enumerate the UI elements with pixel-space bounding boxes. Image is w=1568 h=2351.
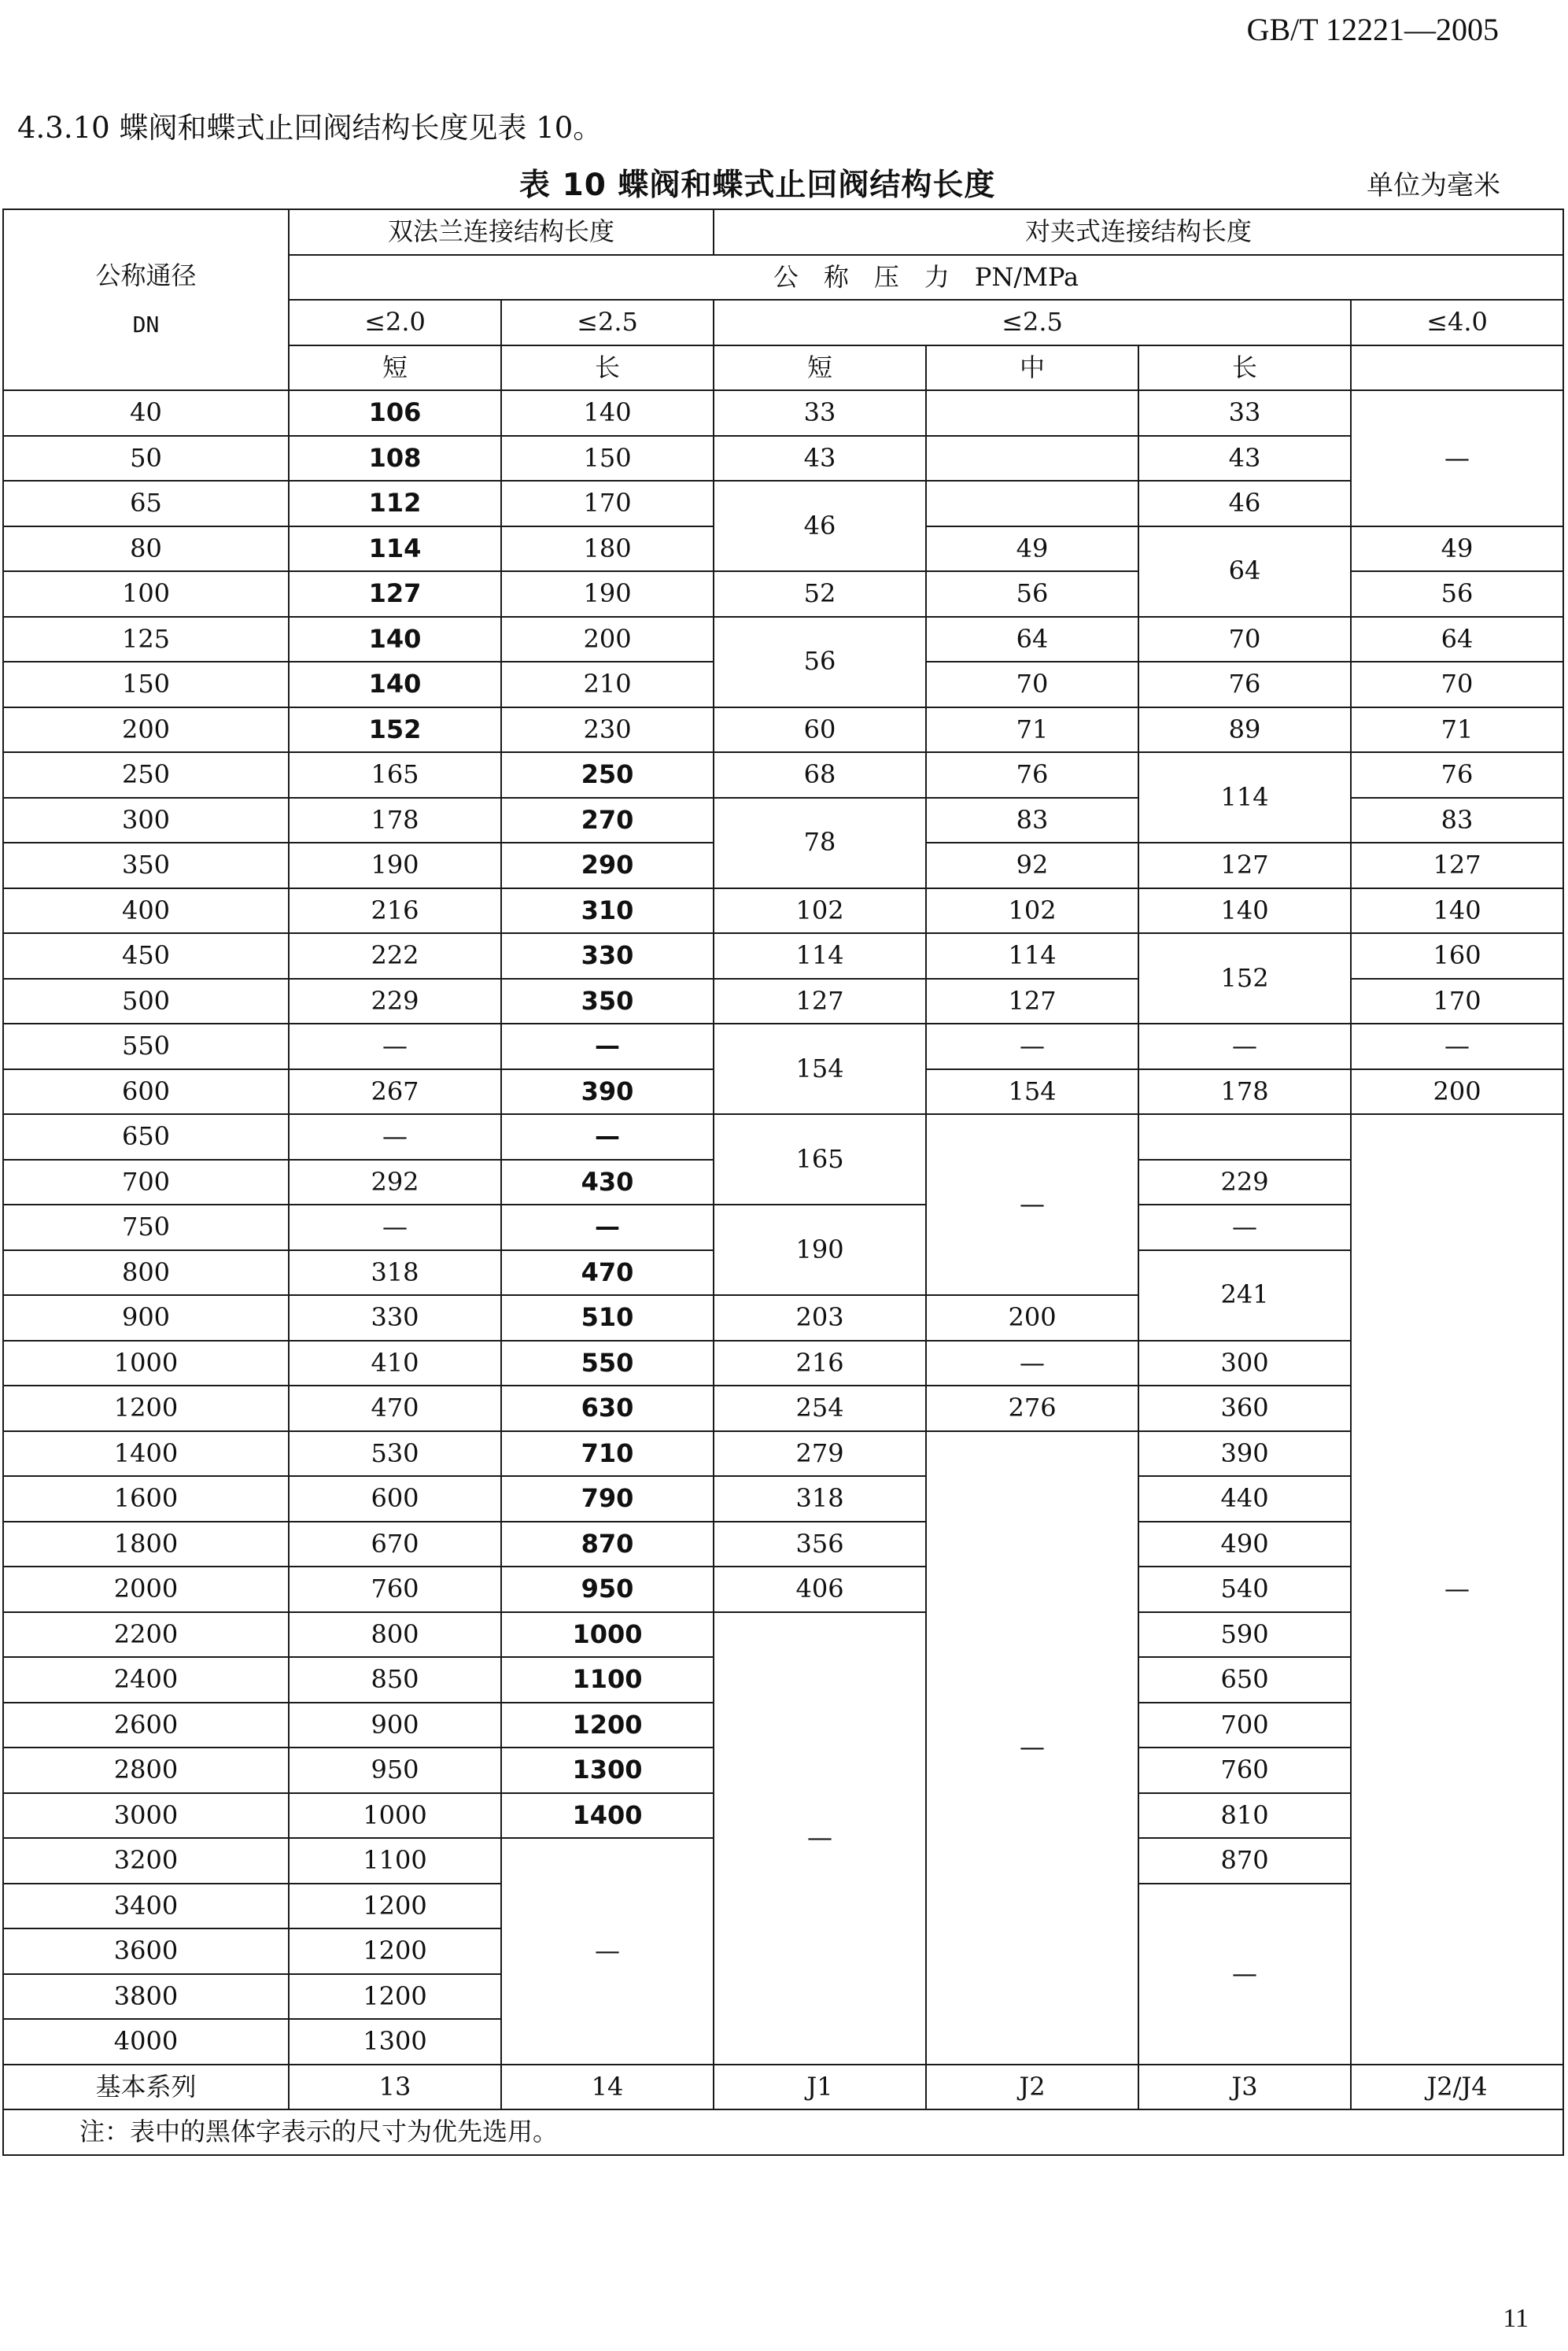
wafer-short-cell: 127 — [714, 979, 926, 1024]
dn-cell: 900 — [3, 1295, 289, 1341]
dn-header-code: DN — [132, 312, 160, 338]
series-cell: J3 — [1138, 2065, 1351, 2110]
wafer-short-cell: 52 — [714, 571, 926, 617]
wafer-mid-cell: 127 — [926, 979, 1138, 1024]
flange-long-cell: 270 — [501, 798, 714, 843]
dn-cell: 80 — [3, 526, 289, 572]
wafer-long-cell: 241 — [1138, 1250, 1351, 1341]
wafer-mid-cell: 83 — [926, 798, 1138, 843]
length-type-header: 中 — [926, 345, 1138, 391]
wafer-mid-cell: — — [926, 1341, 1138, 1386]
wafer-long-cell — [1138, 1114, 1351, 1160]
dn-cell: 200 — [3, 707, 289, 753]
wafer-long-cell: 76 — [1138, 662, 1351, 707]
wafer-mid-cell: 76 — [926, 752, 1138, 798]
wafer-long-cell: 64 — [1138, 526, 1351, 617]
dn-cell: 2800 — [3, 1748, 289, 1793]
flange-long-cell: 230 — [501, 707, 714, 753]
wafer-short-cell: 190 — [714, 1205, 926, 1295]
wafer-long-cell: 140 — [1138, 888, 1351, 934]
dn-cell: 400 — [3, 888, 289, 934]
table-row — [3, 1341, 1563, 1386]
flange-short-cell: 292 — [289, 1160, 501, 1205]
wafer-long-cell: 360 — [1138, 1386, 1351, 1431]
flange-short-cell: 850 — [289, 1657, 501, 1703]
flange-short-cell: 1300 — [289, 2019, 501, 2065]
flange-long-cell: 470 — [501, 1250, 714, 1296]
flange-long-cell: 180 — [501, 526, 714, 572]
flange-short-cell: 410 — [289, 1341, 501, 1386]
wafer-pn40-cell: 170 — [1351, 979, 1563, 1024]
wafer-mid-cell: 49 — [926, 526, 1138, 572]
flange-short-cell: 530 — [289, 1431, 501, 1477]
dn-cell: 3000 — [3, 1793, 289, 1839]
flange-short-cell: 152 — [289, 707, 501, 753]
table-row — [3, 2109, 1563, 2155]
dn-cell: 3200 — [3, 1838, 289, 1884]
dn-cell: 1400 — [3, 1431, 289, 1477]
wafer-long-cell: 114 — [1138, 752, 1351, 843]
wafer-mid-cell — [926, 481, 1138, 526]
series-cell: 13 — [289, 2065, 501, 2110]
flange-long-cell: 170 — [501, 481, 714, 526]
wafer-mid-cell: 114 — [926, 933, 1138, 979]
dn-header-name: 公称通径 — [95, 260, 197, 291]
dn-cell: 3400 — [3, 1884, 289, 1929]
series-cell: J2 — [926, 2065, 1138, 2110]
table-row — [3, 436, 1563, 482]
flange-short-cell: 112 — [289, 481, 501, 526]
flange-long-cell: 210 — [501, 662, 714, 707]
wafer-mid-cell: 154 — [926, 1069, 1138, 1115]
length-type-header: 短 — [289, 345, 501, 391]
flange-long-cell: 250 — [501, 752, 714, 798]
wafer-long-cell: 490 — [1138, 1522, 1351, 1567]
wafer-header: 对夹式连接结构长度 — [714, 209, 1563, 255]
wafer-mid-cell: 200 — [926, 1295, 1138, 1341]
dn-header-cell — [3, 209, 289, 390]
table-row — [3, 1612, 1563, 1658]
table-row — [3, 1386, 1563, 1431]
wafer-mid-cell: — — [926, 1114, 1138, 1295]
flange-long-cell: 710 — [501, 1431, 714, 1477]
wafer-long-cell: 43 — [1138, 436, 1351, 482]
table-row — [3, 1522, 1563, 1567]
wafer-short-cell: 102 — [714, 888, 926, 934]
pressure-le-2-0: ≤2.0 — [289, 300, 501, 345]
dn-cell: 800 — [3, 1250, 289, 1296]
dn-cell: 500 — [3, 979, 289, 1024]
flange-short-cell: 330 — [289, 1295, 501, 1341]
pressure-le-4-0: ≤4.0 — [1351, 300, 1563, 345]
wafer-mid-cell — [926, 436, 1138, 482]
wafer-short-cell: 406 — [714, 1567, 926, 1612]
standard-number: GB/T 12221—2005 — [1246, 12, 1499, 47]
wafer-pn40-cell: 76 — [1351, 752, 1563, 798]
table-row — [3, 933, 1563, 979]
wafer-pn40-cell: 140 — [1351, 888, 1563, 934]
table-caption-row — [0, 161, 1568, 205]
wafer-short-cell: 203 — [714, 1295, 926, 1341]
wafer-long-cell: 89 — [1138, 707, 1351, 753]
flange-short-cell: 318 — [289, 1250, 501, 1296]
series-cell: 14 — [501, 2065, 714, 2110]
table-row — [3, 481, 1563, 526]
flange-long-cell: 350 — [501, 979, 714, 1024]
dn-cell: 650 — [3, 1114, 289, 1160]
flange-short-cell: 1200 — [289, 1974, 501, 2020]
wafer-mid-cell: 92 — [926, 843, 1138, 888]
flange-short-cell: 140 — [289, 662, 501, 707]
wafer-short-cell: 279 — [714, 1431, 926, 1477]
wafer-short-cell: 114 — [714, 933, 926, 979]
length-type-header: 长 — [1138, 345, 1351, 391]
flange-long-cell: 510 — [501, 1295, 714, 1341]
wafer-pn40-cell: — — [1351, 390, 1563, 526]
dn-cell: 40 — [3, 390, 289, 436]
wafer-long-cell: 760 — [1138, 1748, 1351, 1793]
flange-long-cell: 290 — [501, 843, 714, 888]
wafer-long-cell: 870 — [1138, 1838, 1351, 1884]
dn-cell: 50 — [3, 436, 289, 482]
wafer-pn40-cell: 160 — [1351, 933, 1563, 979]
wafer-short-cell: 318 — [714, 1476, 926, 1522]
flange-short-cell: — — [289, 1114, 501, 1160]
wafer-mid-cell: 276 — [926, 1386, 1138, 1431]
flange-short-cell: 229 — [289, 979, 501, 1024]
flange-short-cell: 108 — [289, 436, 501, 482]
flange-short-cell: 127 — [289, 571, 501, 617]
flange-long-cell: 950 — [501, 1567, 714, 1612]
wafer-long-cell: 700 — [1138, 1703, 1351, 1748]
wafer-mid-cell: 70 — [926, 662, 1138, 707]
flange-short-cell: 106 — [289, 390, 501, 436]
dn-cell: 3800 — [3, 1974, 289, 2020]
wafer-long-cell: — — [1138, 1884, 1351, 2065]
wafer-short-cell: 60 — [714, 707, 926, 753]
flange-long-cell: — — [501, 1205, 714, 1250]
flange-short-cell: 267 — [289, 1069, 501, 1115]
wafer-short-cell: 68 — [714, 752, 926, 798]
table-row — [3, 1567, 1563, 1612]
wafer-mid-cell — [926, 390, 1138, 436]
dn-cell: 750 — [3, 1205, 289, 1250]
flange-short-cell: 178 — [289, 798, 501, 843]
wafer-short-cell: 43 — [714, 436, 926, 482]
wafer-long-cell: 590 — [1138, 1612, 1351, 1658]
table-row — [3, 390, 1563, 436]
wafer-pn40-cell: — — [1351, 1114, 1563, 2065]
length-type-header: 长 — [501, 345, 714, 391]
length-type-header: 短 — [714, 345, 926, 391]
flange-short-cell: 950 — [289, 1748, 501, 1793]
flange-long-cell: 1400 — [501, 1793, 714, 1839]
dn-cell: 250 — [3, 752, 289, 798]
wafer-short-cell: 254 — [714, 1386, 926, 1431]
table-row — [3, 2065, 1563, 2110]
flange-short-cell: 114 — [289, 526, 501, 572]
wafer-mid-cell: — — [926, 1024, 1138, 1069]
flange-long-cell: 790 — [501, 1476, 714, 1522]
flange-short-cell: 1000 — [289, 1793, 501, 1839]
wafer-long-cell: 390 — [1138, 1431, 1351, 1477]
flange-short-cell: 165 — [289, 752, 501, 798]
flange-long-cell: 190 — [501, 571, 714, 617]
clause-text: 4.3.10 蝶阀和蝶式止回阀结构长度见表 10。 — [17, 111, 603, 145]
table-row — [3, 617, 1563, 662]
wafer-pn40-cell: 83 — [1351, 798, 1563, 843]
table-unit: 单位为毫米 — [1367, 170, 1500, 201]
flange-long-cell: 1000 — [501, 1612, 714, 1658]
flange-short-cell: — — [289, 1024, 501, 1069]
dn-cell: 2000 — [3, 1567, 289, 1612]
table-row — [3, 752, 1563, 798]
table-row — [3, 888, 1563, 934]
flange-long-cell: — — [501, 1114, 714, 1160]
structure-length-table — [2, 209, 1564, 2156]
flange-short-cell: 140 — [289, 617, 501, 662]
flange-short-cell: 1200 — [289, 1928, 501, 1974]
dn-cell: 1800 — [3, 1522, 289, 1567]
flange-short-cell: 190 — [289, 843, 501, 888]
dn-cell: 100 — [3, 571, 289, 617]
wafer-pn40-cell: 200 — [1351, 1069, 1563, 1115]
dn-cell: 350 — [3, 843, 289, 888]
wafer-long-cell: 46 — [1138, 481, 1351, 526]
wafer-long-cell: 300 — [1138, 1341, 1351, 1386]
wafer-short-cell: 216 — [714, 1341, 926, 1386]
wafer-pn40-cell: 64 — [1351, 617, 1563, 662]
wafer-long-cell: 152 — [1138, 933, 1351, 1024]
flange-short-cell: 670 — [289, 1522, 501, 1567]
double-flange-header: 双法兰连接结构长度 — [289, 209, 714, 255]
flange-short-cell: 800 — [289, 1612, 501, 1658]
wafer-long-cell: — — [1138, 1024, 1351, 1069]
wafer-mid-cell: — — [926, 1431, 1138, 2065]
table-row — [3, 1476, 1563, 1522]
dn-cell: 1200 — [3, 1386, 289, 1431]
page-number: 11 — [1503, 2304, 1529, 2333]
wafer-long-cell: 540 — [1138, 1567, 1351, 1612]
dn-cell: 1600 — [3, 1476, 289, 1522]
table-note: 注：表中的黑体字表示的尺寸为优先选用。 — [3, 2109, 1563, 2155]
wafer-long-cell: 70 — [1138, 617, 1351, 662]
wafer-pn40-cell: — — [1351, 1024, 1563, 1069]
flange-long-cell: 150 — [501, 436, 714, 482]
flange-short-cell: 1200 — [289, 1884, 501, 1929]
flange-short-cell: 760 — [289, 1567, 501, 1612]
table-row — [3, 1205, 1563, 1250]
flange-long-cell: 390 — [501, 1069, 714, 1115]
table-row — [3, 1431, 1563, 1477]
dn-cell: 1000 — [3, 1341, 289, 1386]
wafer-short-cell: 56 — [714, 617, 926, 707]
wafer-mid-cell: 71 — [926, 707, 1138, 753]
flange-short-cell: 600 — [289, 1476, 501, 1522]
flange-short-cell: 1100 — [289, 1838, 501, 1884]
header-row — [3, 209, 1563, 255]
flange-long-cell: 330 — [501, 933, 714, 979]
wafer-pn40-cell: 49 — [1351, 526, 1563, 572]
wafer-long-cell: 650 — [1138, 1657, 1351, 1703]
dn-cell: 3600 — [3, 1928, 289, 1974]
wafer-long-cell: 810 — [1138, 1793, 1351, 1839]
flange-long-cell: 870 — [501, 1522, 714, 1567]
wafer-pn40-cell: 71 — [1351, 707, 1563, 753]
series-cell: J1 — [714, 2065, 926, 2110]
flange-long-cell: 200 — [501, 617, 714, 662]
wafer-short-cell: 78 — [714, 798, 926, 888]
wafer-mid-cell: 56 — [926, 571, 1138, 617]
wafer-long-cell: 440 — [1138, 1476, 1351, 1522]
dn-cell: 700 — [3, 1160, 289, 1205]
flange-long-cell: 310 — [501, 888, 714, 934]
flange-short-cell: 222 — [289, 933, 501, 979]
dn-cell: 125 — [3, 617, 289, 662]
wafer-pn40-cell: 127 — [1351, 843, 1563, 888]
flange-long-cell: 1200 — [501, 1703, 714, 1748]
empty-header-cell — [1351, 345, 1563, 391]
table-row — [3, 707, 1563, 753]
wafer-short-cell: — — [714, 1612, 926, 2065]
dn-cell: 150 — [3, 662, 289, 707]
wafer-short-cell: 154 — [714, 1024, 926, 1114]
pressure-le-2-5-flange: ≤2.5 — [501, 300, 714, 345]
dn-cell: 65 — [3, 481, 289, 526]
wafer-long-cell: 33 — [1138, 390, 1351, 436]
wafer-pn40-cell: 70 — [1351, 662, 1563, 707]
dn-cell: 2400 — [3, 1657, 289, 1703]
wafer-long-cell: 229 — [1138, 1160, 1351, 1205]
dn-cell: 4000 — [3, 2019, 289, 2065]
dn-cell: 2600 — [3, 1703, 289, 1748]
wafer-long-cell: 127 — [1138, 843, 1351, 888]
wafer-short-cell: 33 — [714, 390, 926, 436]
flange-short-cell: — — [289, 1205, 501, 1250]
wafer-long-cell: — — [1138, 1205, 1351, 1250]
wafer-pn40-cell: 56 — [1351, 571, 1563, 617]
flange-long-cell: 550 — [501, 1341, 714, 1386]
wafer-mid-cell: 64 — [926, 617, 1138, 662]
dn-cell: 600 — [3, 1069, 289, 1115]
wafer-mid-cell: 102 — [926, 888, 1138, 934]
table-row — [3, 1114, 1563, 1160]
pressure-le-2-5-wafer: ≤2.5 — [714, 300, 1351, 345]
dn-cell: 450 — [3, 933, 289, 979]
flange-long-cell: 1100 — [501, 1657, 714, 1703]
flange-short-cell: 216 — [289, 888, 501, 934]
wafer-short-cell: 46 — [714, 481, 926, 571]
series-label: 基本系列 — [3, 2065, 289, 2110]
flange-long-cell: — — [501, 1838, 714, 2065]
series-cell: J2/J4 — [1351, 2065, 1563, 2110]
flange-long-cell: 630 — [501, 1386, 714, 1431]
wafer-short-cell: 356 — [714, 1522, 926, 1567]
nominal-pressure-header: 公 称 压 力 PN/MPa — [289, 255, 1563, 301]
flange-long-cell: — — [501, 1024, 714, 1069]
flange-long-cell: 430 — [501, 1160, 714, 1205]
flange-short-cell: 470 — [289, 1386, 501, 1431]
dn-cell: 550 — [3, 1024, 289, 1069]
flange-short-cell: 900 — [289, 1703, 501, 1748]
table-row — [3, 1024, 1563, 1069]
table-caption: 表 10 蝶阀和蝶式止回阀结构长度 — [519, 168, 996, 203]
wafer-long-cell: 178 — [1138, 1069, 1351, 1115]
dn-cell: 300 — [3, 798, 289, 843]
dn-cell: 2200 — [3, 1612, 289, 1658]
flange-long-cell: 1300 — [501, 1748, 714, 1793]
flange-long-cell: 140 — [501, 390, 714, 436]
wafer-short-cell: 165 — [714, 1114, 926, 1205]
